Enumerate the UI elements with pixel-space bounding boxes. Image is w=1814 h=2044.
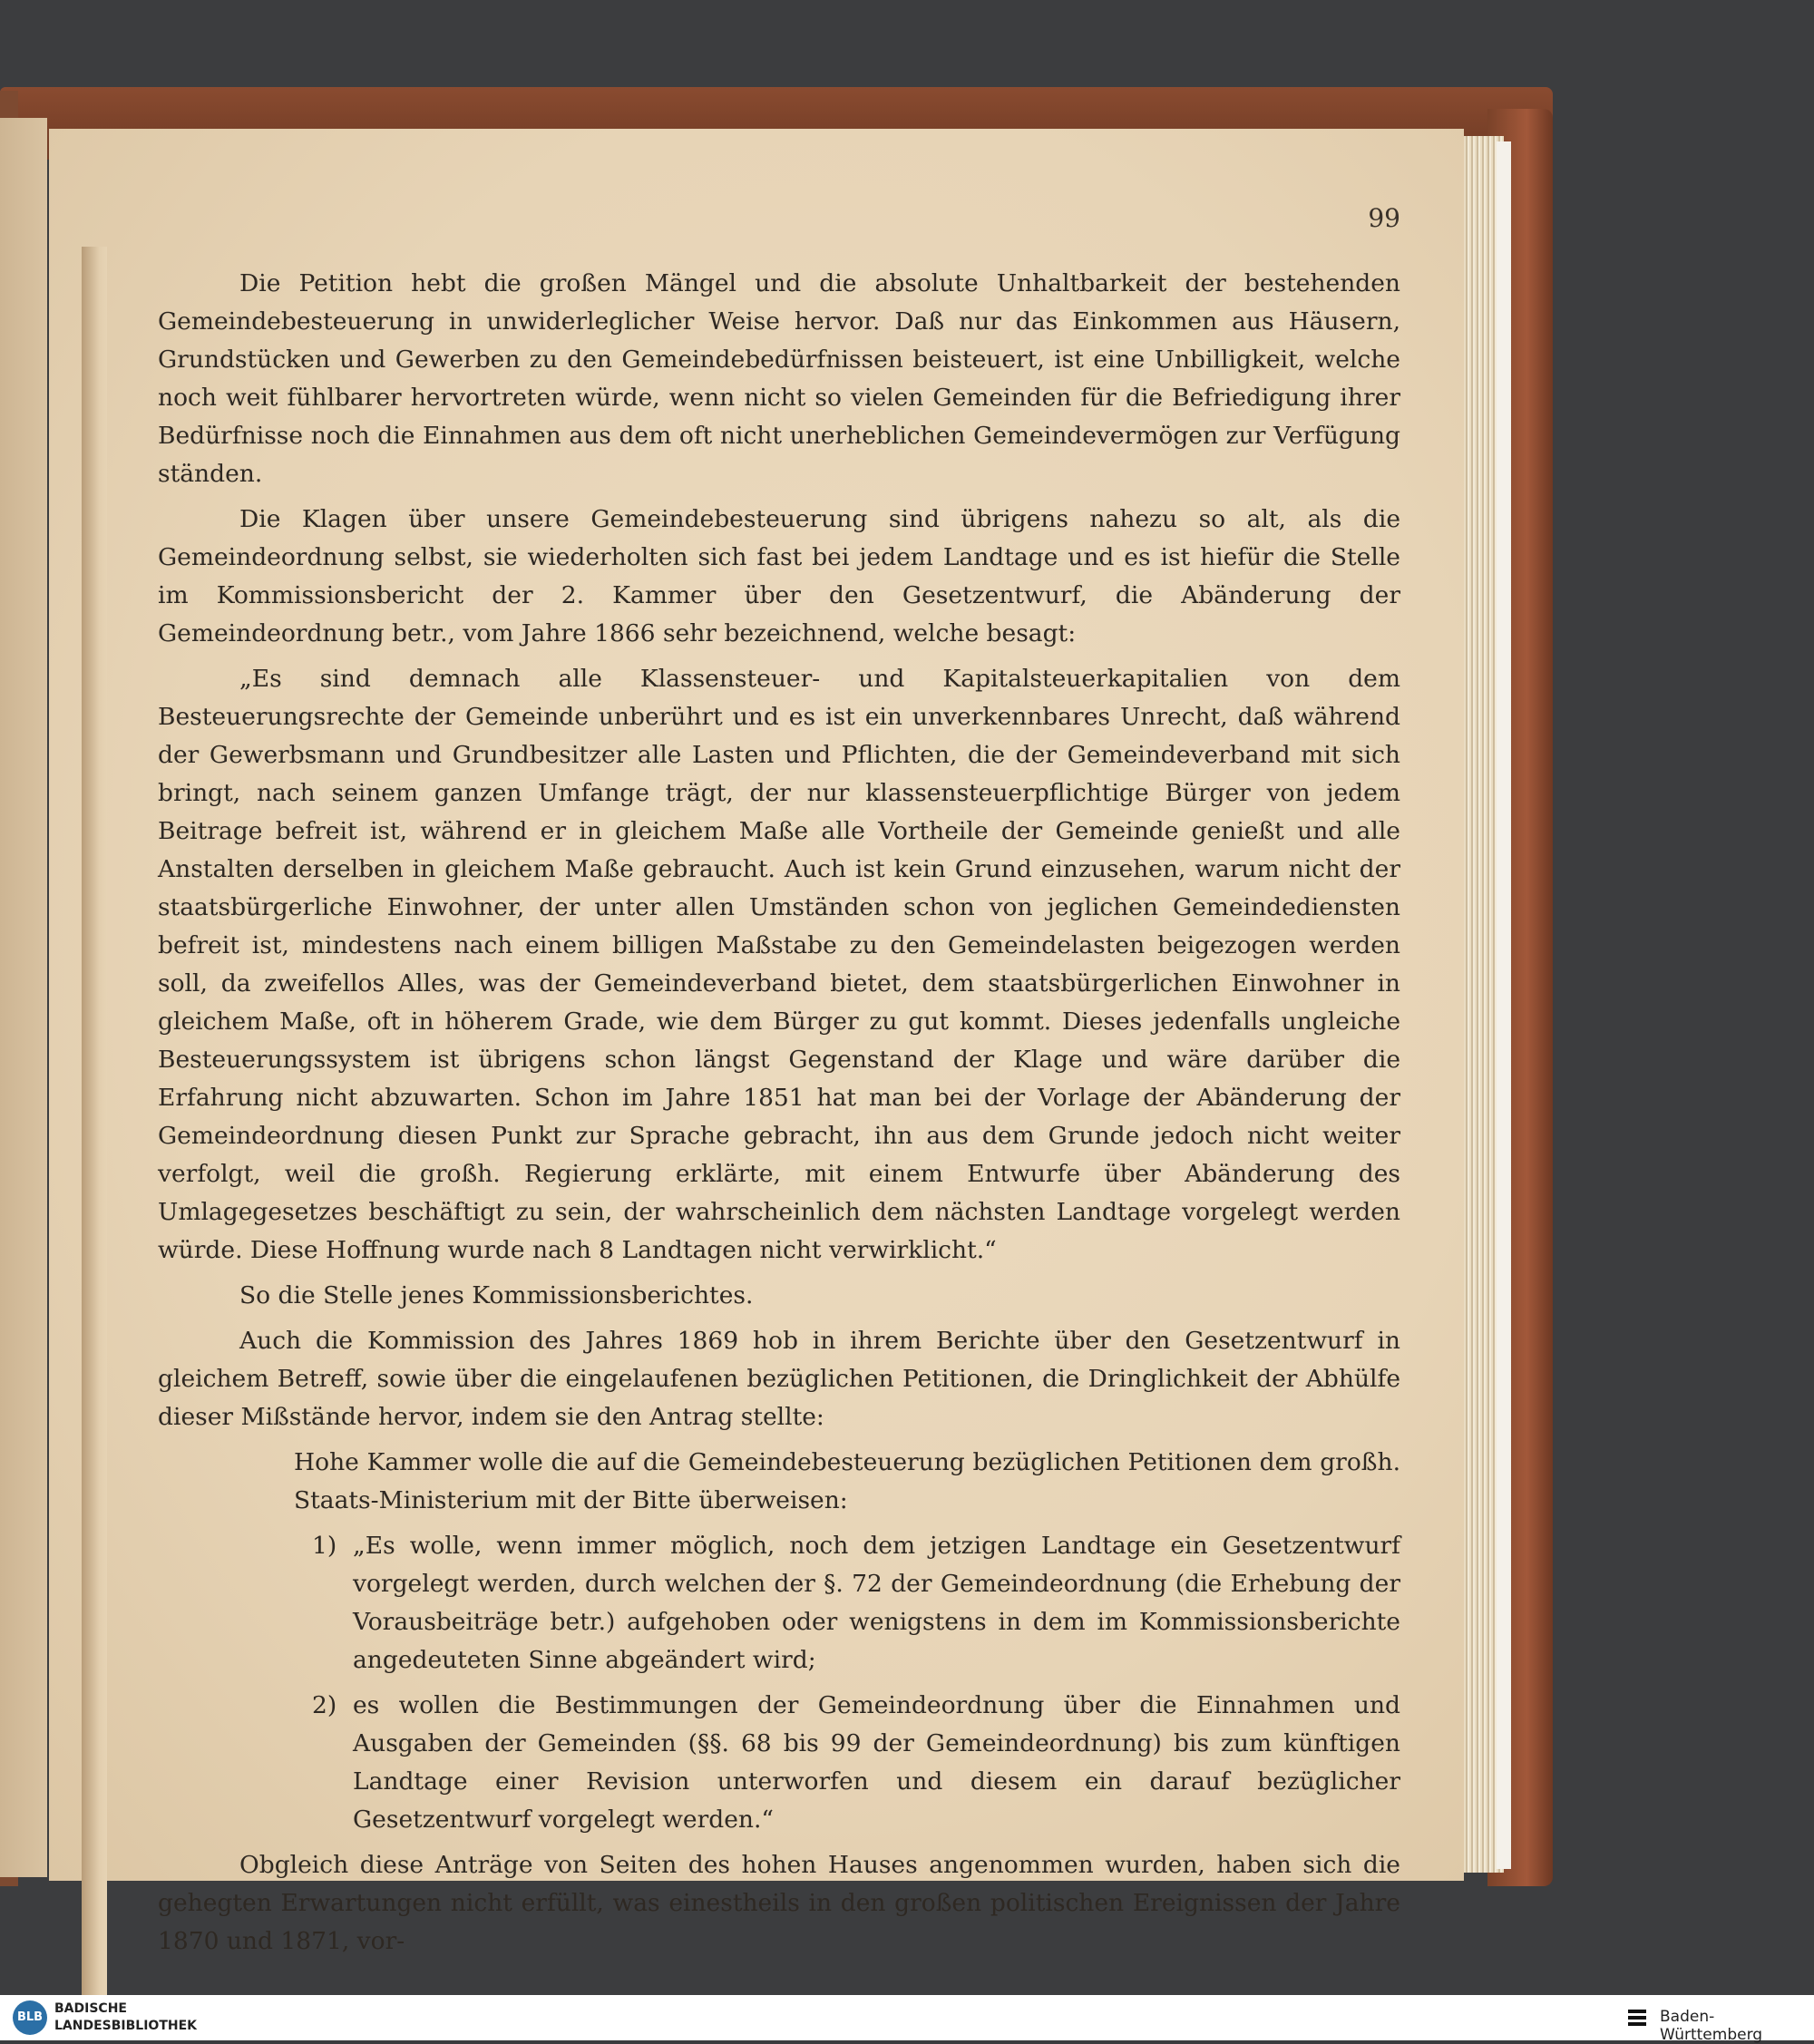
page-edge-highlight: [1497, 141, 1511, 1869]
motion-item-number: 2): [312, 1691, 337, 1719]
paragraph-complaints: Die Klagen über unsere Gemeindebesteuerung sind übrigens nahezu so alt, als die Gemeindeordnung selbst, sie wiederholten sich fast bei jedem Landtage und es ist hiefür die Stelle im Kommissionsbericht der 2. Kammer über den Gesetzentwurf, die Abänderung der Gemeindeordnung betr., vom Jahre 1866 sehr bezeichnend, welche besagt:: [158, 505, 1400, 647]
motion-item-text: „Es wolle, wenn immer möglich, noch dem jetzigen Landtage ein Gesetzentwurf vorgelegt werden, durch welchen der §. 72 der Gemeindeordnung (die Erhebung der Vorausbeiträge betr.) aufgehoben oder wenigstens in dem im Kommissionsberichte angedeuteten Sinne abgeändert wird;: [353, 1532, 1400, 1674]
motion-item-number: 1): [312, 1532, 337, 1560]
motion-item-text: es wollen die Bestimmungen der Gemeindeordnung über die Einnahmen und Ausgaben der Gemeinden (§§. 68 bis 99 der Gemeindeordnung) bis zum künftigen Landtage einer Revision unterworfen und diesem ein darauf bezüglicher Gesetzentwurf vorgelegt werden.“: [353, 1691, 1400, 1834]
page-gutter: [82, 247, 107, 2006]
page-text: [158, 265, 1400, 1968]
quote-commission-report: „Es sind demnach alle Klassensteuer- und Kapitalsteuerkapitalien von dem Besteuerungsrechte der Gemeinde unberührt und es ist ein unverkennbares Unrecht, daß während der Gewerbsmann und Grundbesitzer alle Lasten und Pflichten, die der Gemeindeverband mit sich bringt, nach seinem ganzen Umfange trägt, der nur klassensteuerpflichtige Bürger von jedem Beitrage befreit ist, während er in gleichem Maße alle Vortheile der Gemeinde genießt und alle Anstalten derselben in gleichem Maße gebraucht. Auch ist kein Grund einzusehen, warum nicht der staatsbürgerliche Einwohner, der unter allen Umständen schon von jeglichen Gemeindediensten befreit ist, mindestens nach einem billigen Maßstabe zu den Gemeindelasten beigezogen werden soll, da zweifellos Alles, was der Gemeindeverband bietet, dem staatsbürgerlichen Einwohner in gleichem Maße, oft in höherem Grade, wie dem Bürger zu gut kommt. Dieses jedenfalls ungleiche Besteuerungssystem ist übrigens schon längst Gegenstand der Klage und wäre darüber die Erfahrung nicht abzuwarten. Schon im Jahre 1851 hat man bei der Vorlage der Abänderung der Gemeindeordnung diesen Punkt zur Sprache gebracht, ihn aus dem Grunde jedoch nicht weiter verfolgt, weil die großh. Regierung erklärte, mit einem Entwurfe über Abänderung des Umlagegesetzes beschäftigt zu sein, der wahrscheinlich dem nächsten Landtage vorgelegt werden würde. Diese Hoffnung wurde nach 8 Landtagen nicht verwirklicht.“: [158, 665, 1400, 1264]
paragraph-petition: Die Petition hebt die großen Mängel und die absolute Unhaltbarkeit der bestehenden Gemeindebesteuerung in unwiderleglicher Weise hervor. Daß nur das Einkommen aus Häusern, Grundstücken und Gewerben zu den Gemeindebedürfnissen beisteuert, ist eine Unbilligkeit, welche noch weit fühlbarer hervortreten würde, wenn nicht so vielen Gemeinden für die Befriedigung ihrer Bedürfnisse noch die Einnahmen aus dem oft nicht unerheblichen Gemeindevermögen zur Verfügung ständen.: [158, 269, 1400, 488]
paragraph-after-quote: So die Stelle jenes Kommissionsberichtes.: [239, 1281, 754, 1309]
blb-name[interactable]: [54, 2000, 197, 2035]
baden-wuerttemberg-lions-icon[interactable]: [1624, 2004, 1651, 2031]
blb-name-line1: BADISCHE: [54, 2001, 127, 2016]
blb-logo-icon[interactable]: BLB: [13, 2000, 47, 2035]
blb-name-line2: LANDESBIBLIOTHEK: [54, 2019, 198, 2033]
motion-text: Hohe Kammer wolle die auf die Gemeindebesteuerung bezüglichen Petitionen dem großh. Staats-Ministerium mit der Bitte überweisen:: [294, 1448, 1400, 1514]
motion-item: [312, 1527, 1400, 1679]
paragraph-commission-1869: Auch die Kommission des Jahres 1869 hob in ihrem Berichte über den Gesetzentwurf in gleichem Betreff, sowie über die eingelaufenen bezüglichen Petitionen, die Dringlichkeit der Abhülfe dieser Mißstände hervor, indem sie den Antrag stellte:: [158, 1327, 1400, 1431]
footer-bar: [0, 1995, 1814, 2044]
book-page: [49, 129, 1464, 1955]
page-number: 99: [1368, 203, 1400, 233]
motion-item: [312, 1687, 1400, 1839]
paragraph-closing: Obgleich diese Anträge von Seiten des hohen Hauses angenommen wurden, haben sich die gehegten Erwartungen nicht erfüllt, was einestheils in den großen politischen Ereignissen der Jahre 1870 und 1871, vor-: [158, 1851, 1400, 1955]
left-page-edge: [0, 118, 47, 1877]
baden-wuerttemberg-label[interactable]: Baden-Württemberg: [1660, 2008, 1763, 2044]
